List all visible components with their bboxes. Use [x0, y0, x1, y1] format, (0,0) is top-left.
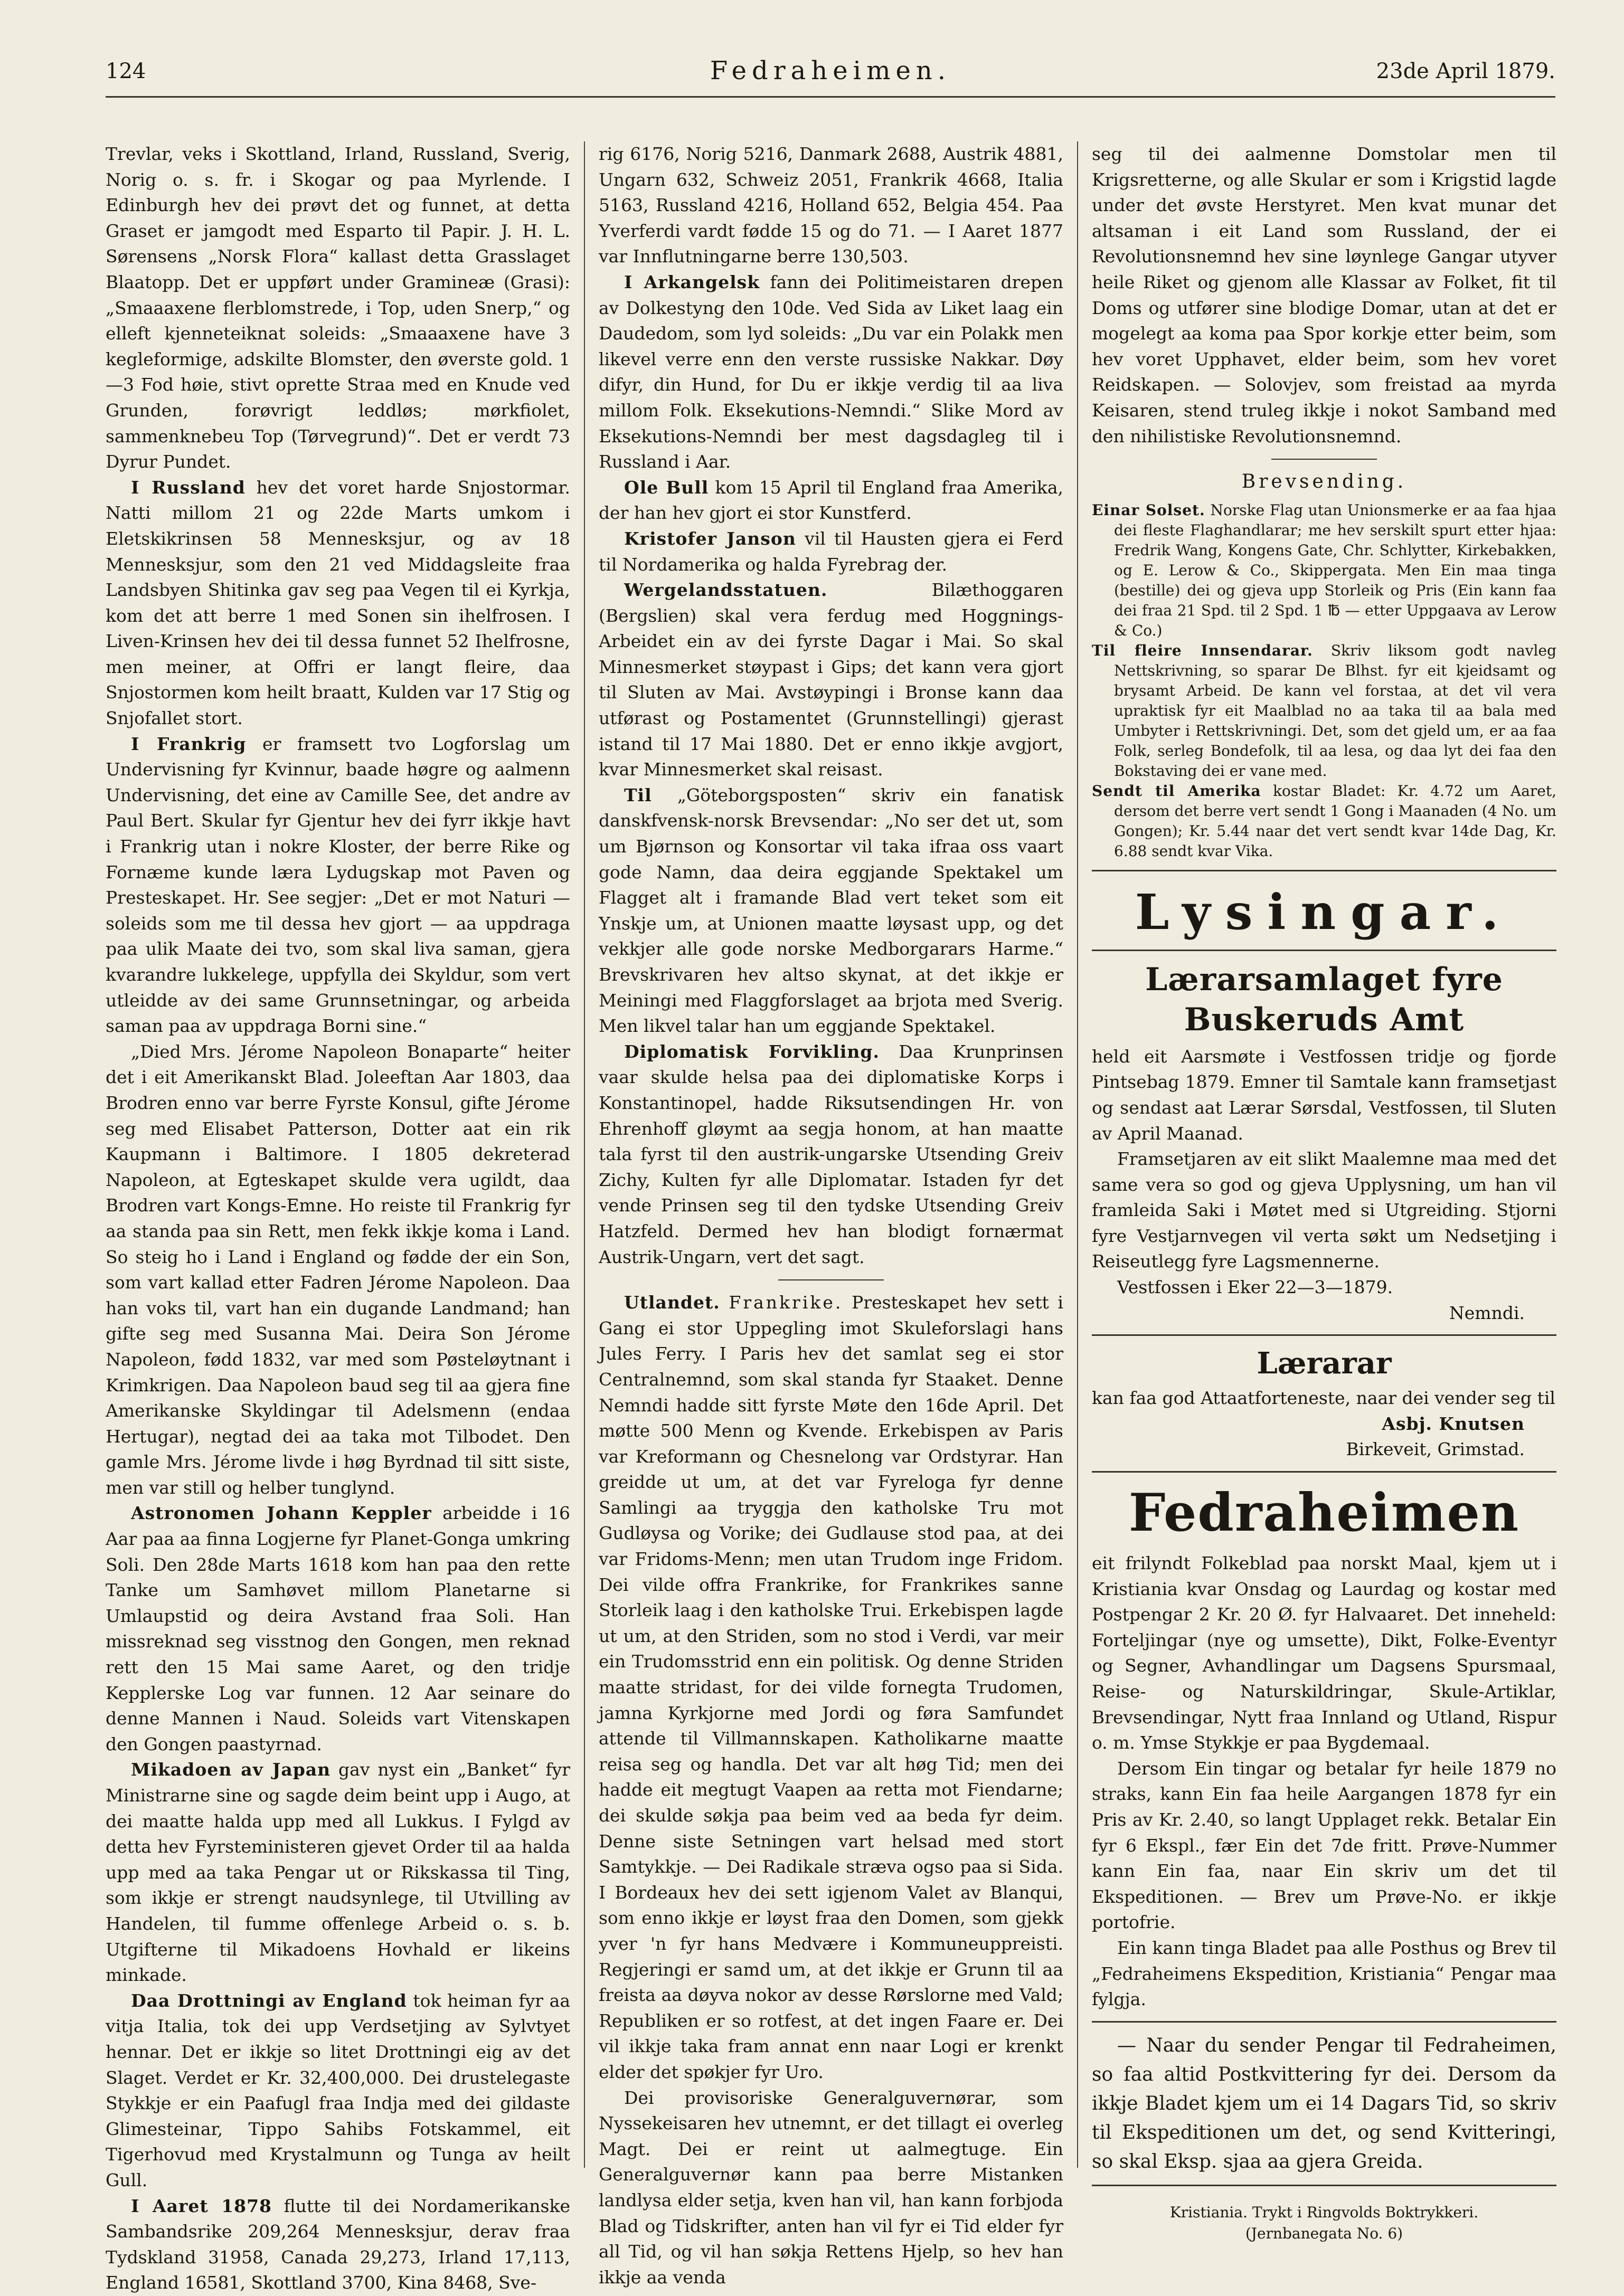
article-russia-storms: I Russland hev det voret harde Snjostormar. Natti millom 21 og 22de Marts umkom i Eletskikrinsen 58 Mennesksjur, og av 18 Mennesksjur, som den 21 ved Middagsleite fraa Landsbyen Shitinka gav seg paa Vegen til ei Kyrkja, kom det att berre 1 med Sonen sin ihelfrosen. I Liven-Krinsen hev dei til dessa funnet 52 Ihelfrosne, men meiner, at Offri er langt fleire, daa Snjostormen kom heilt braatt, Kulden var 17 Stig og Snjofallet stort.: [106, 477, 570, 729]
ad-fedraheimen-subscribe: Ein kann tinga Bladet paa alle Posthus og Brev til „Fedraheimens Ekspedition, Kristiania“ Pengar maa fylgja.: [1092, 1937, 1556, 2010]
section-divider: [1092, 870, 1556, 871]
article-russia-governors: Dei provisoriske Generalguvernørar, som Nyssekeisaren hev utnemnt, er det tillagt ei overleg Magt. Dei er reint ut aalmegtuge. Ein Generalguvernør kann paa berre Mistanken landlysa elder setja, kven han vil, han kann forbjoda Blad og Tidskrifter, anten han vil fyr ei Tid elder fyr all Tid, og vil han søkja Rettens Hjelp, so hev han ikkje aa venda: [599, 2087, 1063, 2288]
article-russia-continued: seg til dei aalmenne Domstolar men til Krigsretterne, og alle Skular er som i Krigstid lagde under det øvste Herstyret. Men kvat munar det altsaman i eit Land som Russland, der ei Revolutionsnemnd hev sine løynlege Gangar utyver heile Riket og gjenom alle Klassar av Folket, fit til Doms og utfører sine blodige Domar, utan at det er mogelegt aa koma paa Spor korkje etter beim, som hev voret Upphavet, elder beim, som hev voret Reidskapen. — Solovjev, som freistad aa myrda Keisaren, stend truleg ikkje i nokot Samband med den nihilistiske Revolutionsnemnd.: [1092, 144, 1556, 447]
ad-teachers-association-signature: Nemndi.: [1449, 1302, 1525, 1323]
article-ole-bull: Ole Bull kom 15 April til England fraa Amerika, der han hev gjort ei stor Kunstferd.: [599, 477, 1063, 524]
column-1: [106, 141, 570, 2296]
article-mikado: Mikadoen av Japan gav nyst ein „Banket“ fyr Ministrarne sine og sagde deim beint upp i Augo, at dei maatte halda upp med all Lukkus. I Fylgd av detta hev Fyrsteministeren gjevet Order til aa halda upp med aa taka Pengar ut or Rikskassa til Ting, som ikkje er strengt naudsynlege, til Utvilling av Handelen, til fumme offenlege Arbeid o. s. b. Utgifterne til Mikadoens Hovhald er likeins minkade.: [106, 1759, 570, 1986]
ad-teachers-association-title: Lærarsamlaget fyre Buskeruds Amt: [1145, 961, 1503, 1038]
correspondence-block: [1092, 500, 1556, 861]
section-divider: [1092, 1471, 1556, 1473]
column-rule-right: [1077, 141, 1078, 2168]
issue-date: 23de April 1879.: [1376, 59, 1555, 83]
ad-fedraheimen-body: eit frilyndt Folkeblad paa norskt Maal, kjem ut i Kristiania kvar Onsdag og Laurdag og kostar med Postpengar 2 Kr. 20 Ø. fyr Halvaaret. Det inneheld: Forteljingar (nye og umsette), Dikt, Folke-Eventyr og Segner, Avhandlingar um Dagsens Spursmaal, Reise- og Naturskildringar, Skule-Artiklar, Brevsendingar, Nytt fraa Innland og Utland, Rispur o. m. Ymse Stykkje er paa Bygdemaal.: [1092, 1553, 1556, 1753]
article-utlandet-france: Utlandet. Frankrike. Presteskapet hev sett i Gang ei stor Uppegling imot Skuleforslagi hans Jules Ferry. I Paris hev det samlat seg ei stor Centralnemnd, som skal standa fyr Staaket. Denne Nemndi hadde sitt fyrste Møte den 16de April. Det møtte 500 Menn og Kvende. Erkebispen av Paris var Kreformann og Chesnelong var Ordstyrar. Han greidde ut um, at det var Fyreloga fyr denne Samlingi aa tryggja den katholske Tru mot Gudløysa og Vorike; dei Gudlause stod paa, at dei var Fridoms-Menn; men utan Trudom inge Fridom. Dei vilde offra Frankrike, for Frankrikes sanne Storleik laag i den katholske Trui. Erkebispen lagde ut um, at den Striden, som no stod i Verdi, var meir ein Trudomsstrid enn ein politisk. Og denne Striden maatte stridast, for dei vilde fornegta Trudomen, jamna Kyrkjorne med Jordi og føra Samfundet attende til Villmannskapen. Katholikarne maatte reisa seg og handla. Det var alt høg Tid; men dei hadde eit megtugt Vaapen aa retta mot Fiendarne; dei skulde søkja paa beim ved aa beda fyr deim. Denne siste Setningen vart helsad med stort Samtykkje. — Dei Radikale stræva ogso paa si Sida. I Bordeaux hev dei sett igjenom Valet av Blanqui, som enno ikkje er løyst fraa den Domen, som gjekk yver 'n fyr hans Medvære i Kommuneuppreisti. Regjeringi er samd um, at det ikkje er Grunn til aa freista aa døyva nokor av desse Rørslorne med Vald; Republiken er so rotfest, at det ingen Faare er. Dei vil ikkje taka fram annat enn naar Logi er krenkt elder det spøkjer fyr Uro.: [599, 1292, 1063, 2082]
masthead-title: Fedraheimen.: [710, 56, 951, 86]
article-goteborgsposten: Til „Göteborgsposten“ skriv ein fanatisk danskfvensk-norsk Brevsendar: „No ser det ut, som um Bjørnson og Konsortar vil taka ifraa oss vaart gode Namn, daa deira eggjande Spektakel um Flagget alt i framande Blad vert teket som eit Ynskje um, at Unionen maatte løysast upp, og det vekkjer alle gode norske Medborgarars Harme.“ Brevskrivaren hev altso skynat, at det ikkje er Meiningi med Flaggforslaget aa brjota med Sverig. Men likvel talar han um eggjande Spektakel.: [599, 784, 1063, 1037]
ad-teachers-association-place: Vestfossen i Eker 22—3—1879.: [1117, 1277, 1393, 1298]
article-grass-continued: Trevlar, veks i Skottland, Irland, Russland, Sverig, Norig o. s. fr. i Skogar og paa Myrlende. I Edinburgh hev dei prøvt det og funnet, at detta Graset er jamgodt med Esparto til Papir. J. H. L. Sørensens „Norsk Flora“ kallast detta Grasslaget Blaatopp. Det er uppført under Gramineæ (Grasi): „Smaaaxene flerblomstrede, i Top, uden Snerp,“ og elleft kjenneteiknat soleids: „Smaaaxene have 3 kegleformige, adskilte Blomster, den øverste gold. 1—3 Fod høie, stivt oprette Straa med en Knude ved Grunden, forøvrigt leddløs; mørkfiolet, sammenknebeu Top (Tørvegrund)“. Det er verdt 73 Dyrur Pundet.: [106, 144, 570, 472]
ad-fedraheimen-title: Fedraheimen: [1128, 1483, 1520, 1544]
ad-teachers-association-body2: Framsetjaren av eit slikt Maalemne maa med det same vera so god og gjeva Upplysning, um han vil framleida Saki i Møtet med si Utgreiding. Stjorni fyre Vestjarnvegen vil verta søkt um Nedsetjing i Reiseutlegg fyre Lagsmennerne.: [1092, 1149, 1556, 1272]
ads-heading: Lysingar.: [1135, 883, 1514, 941]
article-keppler: Astronomen Johann Keppler arbeidde i 16 Aar paa aa finna Logjerne fyr Planet-Gonga umkring Soli. Den 28de Marts 1618 kom han paa den rette Tanke um Samhøvet millom Planetarne si Umlaupstid og deira Avstand fraa Soli. Han missreknad seg visstnog den Gongen, men reknad rett den 15 Mai same Aaret, og den tridje Kepplerske Log var funnen. 12 Aar seinare do denne Mannen i Naud. Soleids vart Vitenskapen den Gongen paastyrnad.: [106, 1503, 571, 1754]
article-diplomatic: Diplomatisk Forvikling. Daa Krunprinsen vaar skulde helsa paa dei diplomatiske Korps i Konstantinopel, hadde Riksutsendingen Hr. von Ehrenhoff gløymt aa segja honom, at han maatte tala fyrst til den austrik-ungarske Utsending Greiv Zichy, Kulten fyr alle Diplomatar. Istaden fyr det vende Prinsen seg til den tydske Utsending Greiv Hatzfeld. Dermed hev han blodigt fornærmat Austrik-Ungarn, vert det sagt.: [599, 1041, 1063, 1267]
article-france-education: I Frankrig er framsett tvo Logforslag um Undervisning fyr Kvinnur, baade høgre og aalmenn Undervisning, det eine av Camille See, det andre av Paul Bert. Skular fyr Gjentur hev dei fyrr ikkje havt i Frankrig utan i nokre Kloster, der berre Rike og Fornæme kunde læra Lydugskap mot Paven og Presteskapet. Hr. See segjer: „Det er mot Naturi — soleids som me til dessa hev gjort — aa uppdraga paa ulik Maate dei tvo, som skal liva saman, gjera kvarandre lukkelege, uppfylla dei Skyldur, som vert utleidde av dei same Grunnsetningar, og arbeida saman paa av uppdraga Borni sine.“: [106, 733, 570, 1037]
column-2: [599, 141, 1063, 2290]
article-emigration-continued: rig 6176, Norig 5216, Danmark 2688, Austrik 4881, Ungarn 632, Schweiz 2051, Frankrik 4668, Italia 5163, Russland 4216, Holland 652, Belgia 454. Paa Yverferdi vardt fødde 15 og do 71. — I Aaret 1877 var Innflutningarne berre 130,503.: [599, 144, 1063, 267]
column-3: [1092, 141, 1556, 2244]
correspondence-item: Einar Solset. Norske Flag utan Unionsmerke er aa faa hjaa dei fleste Flaghandlarar; me hev serskilt spurt etter hjaa: Fredrik Wang, Kongens Gate, Chr. Schlytter, Kirkebakken, og E. Lerow & Co., Skippergata. Men Ein maa tinga (bestille) dei og gjeva upp Storleik og Pris (Ein kann faa dei fraa 21 Spd. til 2 Spd. 1 ℔ — etter Uppgaava av Lerow & Co.): [1092, 501, 1556, 639]
imprint-address: (Jernbanegata No. 6): [1245, 2224, 1403, 2242]
correspondence-item: Sendt til Amerika kostar Bladet: Kr. 4.72 um Aaret, dersom det berre vert sendt 1 Gong i Maanaden (4 No. um Gongen); Kr. 5.44 naar det vert sendt kvar 14de Dag, Kr. 6.88 sendt kvar Vika.: [1092, 782, 1556, 860]
section-divider: [1092, 2185, 1556, 2186]
ad-teachers-name: Asbj. Knutsen: [1382, 1413, 1525, 1434]
section-divider: [778, 1279, 884, 1280]
article-arkangelsk: I Arkangelsk fann dei Politimeistaren drepen av Dolkestyng den 10de. Ved Sida av Liket laag ein Daudedom, som lyd soleids: „Du var ein Polakk men likevel verre enn den verste russiske Nakkar. Døy difyr, din Hund, for Du er ikkje verdig til aa liva millom Folk. Eksekutions-Nemndi.“ Slike Mord av Eksekutions-Nemndi ber mest dagsdagleg til i Russland i Aar.: [599, 271, 1063, 472]
section-divider: [1092, 2021, 1556, 2023]
column-rule-left: [584, 141, 585, 2168]
ad-teachers-address: Birkeveit, Grimstad.: [1346, 1439, 1525, 1460]
ad-teachers-body: kan faa god Attaatforteneste, naar dei vender seg til: [1092, 1388, 1555, 1409]
section-divider: [1092, 950, 1556, 951]
article-emigration-1878: I Aaret 1878 flutte til dei Nordamerikanske Sambandsrike 209,264 Mennesksjur, derav fraa Tydskland 31958, Canada 29,273, Irland 17,113, England 16581, Skottland 3700, Kina 8468, Sve-: [106, 2195, 570, 2293]
article-queen-england: Daa Drottningi av England tok heiman fyr aa vitja Italia, tok dei upp Verdsetjing av Sylvtyet hennar. Det er ikkje so litet Drottningi eig av det Slaget. Verdet er Kr. 32,400,000. Dei drustelegaste Stykkje er ein Paafugl fraa Indja med dei gildaste Glimesteinar, Tippo Sahibs Fotskammel, eit Tigerhovud med Krystalmunn og Tunga av heilt Gull.: [106, 1990, 570, 2190]
imprint-line: Kristiania. Trykt i Ringvolds Boktrykkeri.: [1169, 2203, 1479, 2221]
article-bonaparte: „Died Mrs. Jérome Napoleon Bonaparte“ heiter det i eit Amerikanskt Blad. Joleeftan Aar 1803, daa Brodren enno var berre Fyrste Konsul, gifte Jérome seg med Elisabet Patterson, Dotter aat ein rik Kaupmann i Baltimore. I 1805 dekreterad Napoleon, at Egteskapet skulde vera ugildt, daa Brodren vart Kongs-Emne. Ho reiste til Frankrig fyr aa standa paa sin Rett, men fekk ikkje koma i Land. So steig ho i Land i England og fødde der ein Son, som vart kallad etter Fadren Jérome Napoleon. Daa han voks til, vart han ein dugande Landmand; han gifte seg med Susanna Mai. Deira Son Jérome Napoleon, fødd 1832, var med som Pøsteløytnant i Krimkrigen. Daa Napoleon baud seg til aa gjera fine Amerikanske Skyldingar til Adelsmenn (endaa Hertugar), negtad dei aa taka mot Tilbodet. Den gamle Mrs. Jérome livde i høg Byrdnad til sitt siste, men var still og helber tunglynd.: [106, 1041, 570, 1498]
page-header: [106, 49, 1555, 98]
correspondence-item: Til fleire Innsendarar. Skriv liksom godt navleg Nettskrivning, so sparar De Blhst. fyr eit kjeidsamt og brysamt Arbeid. De kann vel forstaa, at det vil vera upraktisk fyr eit Maalblad no aa taka til aa bala med Umbyter i Rettskrivningi. Det, som det gjeld um, er aa faa Folk, serleg Bondefolk, til aa lesa, og daa lyt dei faa den Bokstaving dei er vane med.: [1092, 641, 1556, 780]
postal-note: — Naar du sender Pengar til Fedraheimen, so faa altid Postkvittering fyr dei. Dersom da ikkje Bladet kjem um ei 14 Dagars Tid, so skriv til Ekspeditionen um det, og send Kvitteringi, so skal Eksp. sjaa aa gjera Greida.: [1092, 2034, 1556, 2172]
section-divider: [1092, 1334, 1556, 1336]
ad-teachers-title: Lærarar: [1257, 1346, 1392, 1381]
page-number: 124: [106, 59, 146, 83]
article-wergeland-statue: Wergelandsstatuen. Bilæthoggaren (Bergslien) skal vera ferdug med Hoggnings-Arbeidet ein av dei fyrste Dagar i Mai. So skal Minnesmerket støypast i Gips; det kann vera gjort til Sluten av Mai. Avstøypingi i Bronse kann daa utførast og Postamentet (Grunnstellingi) gjerast istand til 17 Mai 1880. Det er enno ikkje avgjort, kvar Minnesmerket skal reisast.: [599, 580, 1063, 780]
ad-teachers-association-body: held eit Aarsmøte i Vestfossen tridje og fjorde Pintsebag 1879. Emner til Samtale kann framsetjast og sendast aat Lærar Sørsdal, Vestfossen, til Sluten av April Maanad.: [1092, 1046, 1556, 1144]
section-title-correspondence: Brevsending.: [1241, 471, 1407, 493]
section-divider: [1271, 459, 1377, 460]
article-janson: Kristofer Janson vil til Hausten gjera ei Ferd til Nordamerika og halda Fyrebrag der.: [599, 528, 1063, 575]
ad-fedraheimen-offer: Dersom Ein tingar og betalar fyr heile 1879 no straks, kann Ein faa heile Aargangen 1878 fyr ein Pris av Kr. 2.40, so langt Upplaget rekk. Betalar Ein fyr 6 Ekspl., fær Ein det 7de fritt. Prøve-Nummer kann Ein faa, naar Ein skriv um det til Ekspeditionen. — Brev um Prøve-No. er ikkje portofrie.: [1092, 1758, 1556, 1933]
